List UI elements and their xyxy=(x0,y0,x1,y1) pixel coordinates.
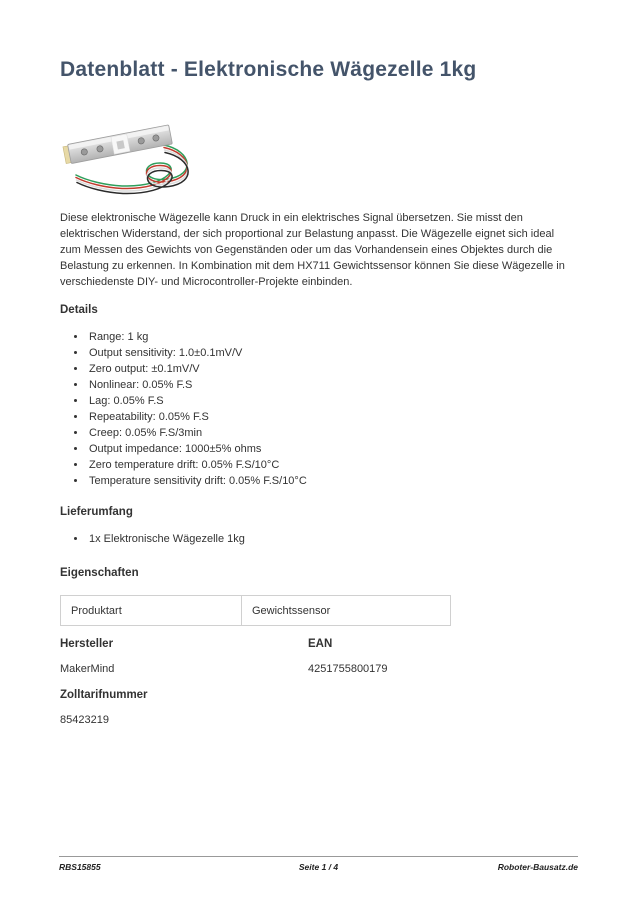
details-list xyxy=(60,329,577,489)
spec-item: • Nonlinear: 0.05% F.S xyxy=(87,377,577,393)
product-photo xyxy=(60,105,218,195)
zolltarifnummer-value: 85423219 xyxy=(60,714,109,726)
properties-table xyxy=(60,595,451,626)
spec-item: • Zero output: ±0.1mV/V xyxy=(87,361,577,377)
spec-item: • Range: 1 kg xyxy=(87,329,577,345)
spec-item: • Temperature sensitivity drift: 0.05% F.S/10°C xyxy=(87,473,577,489)
load-cell-body xyxy=(63,125,173,165)
ean-label: EAN xyxy=(308,638,333,650)
hersteller-value: MakerMind xyxy=(60,663,115,675)
table-cell-key: Produktart xyxy=(61,596,242,626)
lieferumfang-list xyxy=(60,531,577,547)
spec-item: • Output sensitivity: 1.0±0.1mV/V xyxy=(87,345,577,361)
spec-item: • Creep: 0.05% F.S/3min xyxy=(87,425,577,441)
zolltarifnummer-label: Zolltarifnummer xyxy=(60,689,148,701)
load-cell-image xyxy=(60,105,218,195)
section-heading-details: Details xyxy=(60,304,98,316)
table-cell-value: Gewichtssensor xyxy=(242,596,451,626)
page-footer xyxy=(59,856,578,872)
footer-article-number: RBS15855 xyxy=(59,862,101,872)
scope-item: • 1x Elektronische Wägezelle 1kg xyxy=(87,531,577,547)
table-row xyxy=(61,596,451,626)
section-heading-lieferumfang: Lieferumfang xyxy=(60,506,133,518)
footer-site-name: Roboter-Bausatz.de xyxy=(497,862,578,872)
section-heading-eigenschaften: Eigenschaften xyxy=(60,567,139,579)
manufacturer-fields xyxy=(60,638,577,740)
footer-page-indicator: Seite 1 / 4 xyxy=(298,862,339,872)
spec-item: • Repeatability: 0.05% F.S xyxy=(87,409,577,425)
spec-item: • Zero temperature drift: 0.05% F.S/10°C xyxy=(87,457,577,473)
hersteller-label: Hersteller xyxy=(60,638,114,650)
product-description: Diese elektronische Wägezelle kann Druck in ein elektrisches Signal übersetzen. Sie misst den elektrischen Widerstand, der sich proportional zur Belastung anpasst. Die Wägezelle eignet sich ideal zum Messen des Gewichts von Gegenständen oder um das Vorhandensein eines Objektes durch die Belastung zu erkennen. In Kombination mit dem HX711 Gewichtssensor können Sie diese Wägezelle in verschiedenste DIY- und Microcontroller-Projekte einbinden. xyxy=(60,212,565,288)
spec-item: • Lag: 0.05% F.S xyxy=(87,393,577,409)
ean-value: 4251755800179 xyxy=(308,663,388,675)
spec-item: • Output impedance: 1000±5% ohms xyxy=(87,441,577,457)
page-title: Datenblatt - Elektronische Wägezelle 1kg xyxy=(60,58,477,81)
